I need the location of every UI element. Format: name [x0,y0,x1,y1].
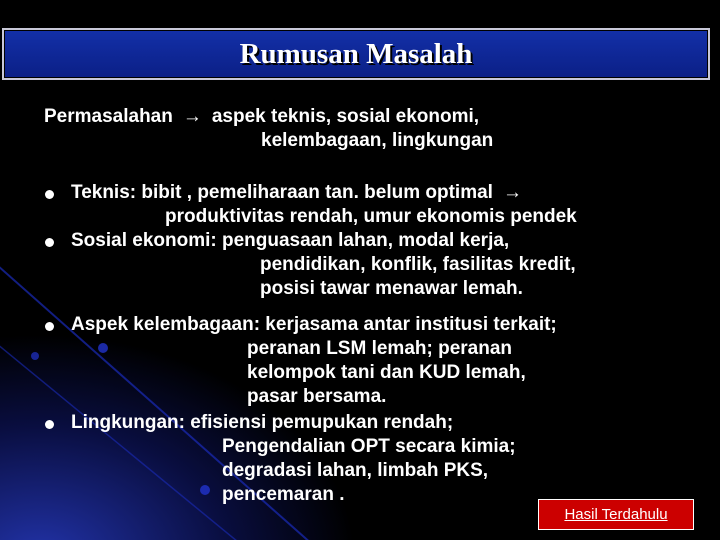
arrow-right-icon: → [502,182,522,203]
bullet-4-line-3: degradasi lahan, limbah PKS, [222,460,489,481]
back-to-previous-results-button[interactable]: Hasil Terdahulu [538,499,694,530]
bullet-1-line-1 [71,181,532,205]
arrow-right-icon: → [182,106,202,127]
bullet-4-line-1: Lingkungan: efisiensi pemupukan rendah; [71,412,454,433]
bullet-3-line-4: pasar bersama. [247,386,387,407]
bullet-icon [45,238,54,247]
bullet-3-line-3: kelompok tani dan KUD lemah, [247,362,526,383]
title-bar [2,28,710,80]
slide-title: Rumusan Masalah [239,37,473,70]
bullet-1-line-2: produktivitas rendah, umur ekonomis pendek [165,206,577,227]
bullet-2-line-1: Sosial ekonomi: penguasaan lahan, modal kerja, [71,230,510,251]
bullet-icon [45,190,54,199]
bullet-icon [45,322,54,331]
bullet-3-line-2: peranan LSM lemah; peranan [247,338,513,359]
bullet-icon [45,420,54,429]
bullet-2-line-2: pendidikan, konflik, fasilitas kredit, [260,254,576,275]
bullet-2-line-3: posisi tawar menawar lemah. [260,278,523,299]
intro-line-1 [44,105,479,129]
bullet-4-line-2: Pengendalian OPT secara kimia; [222,436,516,457]
bullet-1-text-1: Teknis: bibit , pemeliharaan tan. belum optimal [71,182,493,203]
bullet-4-line-4: pencemaran . [222,484,345,505]
intro-text-1: aspek teknis, sosial ekonomi, [211,106,480,127]
intro-line-2: kelembagaan, lingkungan [261,130,494,151]
intro-lead: Permasalahan [44,106,173,127]
bullet-3-line-1: Aspek kelembagaan: kerjasama antar institusi terkait; [71,314,557,335]
